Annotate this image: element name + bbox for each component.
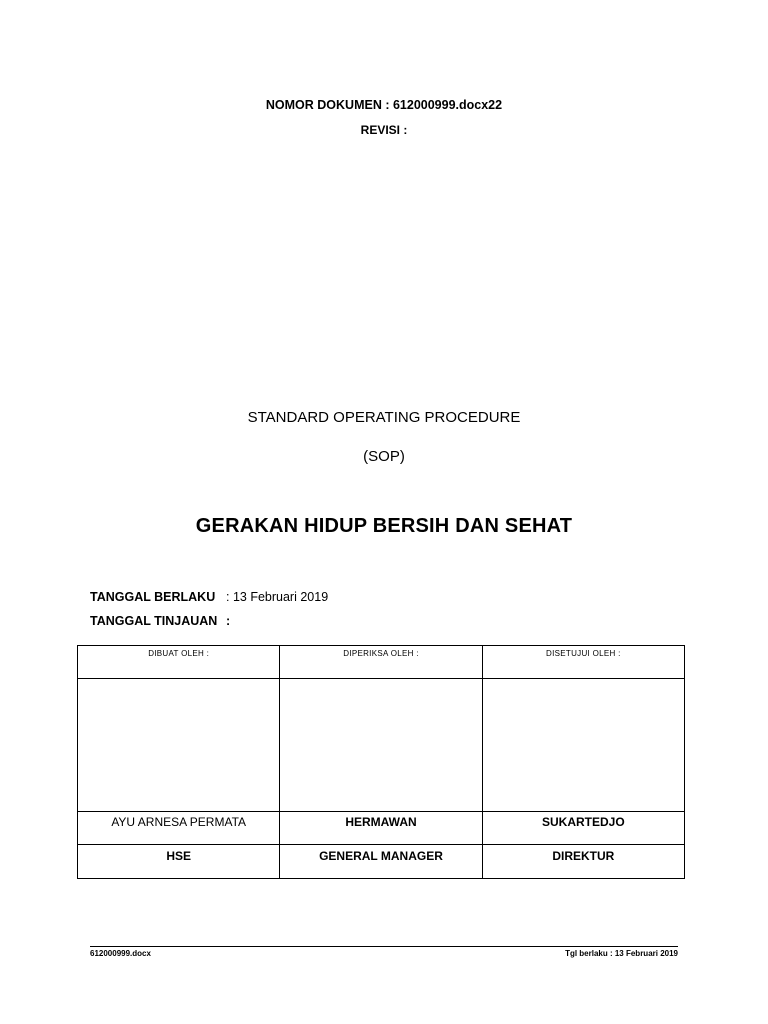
name-checked-by: HERMAWAN: [345, 815, 417, 829]
roles-row: [78, 845, 685, 879]
signature-box-created: [78, 679, 280, 812]
footer-effective-date: Tgl berlaku : 13 Februari 2019: [565, 949, 678, 958]
role-approved-by: DIREKTUR: [552, 848, 615, 863]
document-number: NOMOR DOKUMEN : 612000999.docx22: [265, 98, 503, 112]
name-created-by: AYU ARNESA PERMATA: [111, 815, 247, 829]
footer-filename: 612000999.docx: [90, 949, 151, 958]
header-checked-by: DIPERIKSA OLEH :: [280, 646, 482, 679]
role-cell-checked: [280, 845, 482, 879]
document-main-title: GERAKAN HIDUP BERSIH DAN SEHAT: [195, 515, 573, 537]
header-approved-by: DISETUJUI OLEH :: [482, 646, 684, 679]
role-checked-by: GENERAL MANAGER: [319, 848, 443, 863]
approval-table: [77, 645, 685, 879]
name-cell-approved: [482, 812, 684, 845]
review-date-value: :: [226, 614, 231, 628]
effective-date-row: [90, 590, 328, 604]
signature-box-checked: [280, 679, 482, 812]
revision-label: REVISI :: [360, 123, 408, 137]
review-date-label: TANGGAL TINJAUAN: [90, 614, 218, 628]
role-cell-created: [78, 845, 280, 879]
name-cell-checked: [280, 812, 482, 845]
footer-divider: [90, 946, 678, 947]
signature-row: [78, 679, 685, 812]
effective-date-label: TANGGAL BERLAKU: [90, 590, 216, 604]
sop-title: STANDARD OPERATING PROCEDURE: [247, 409, 521, 426]
role-cell-approved: [482, 845, 684, 879]
approval-header-row: [78, 646, 685, 679]
signature-box-approved: [482, 679, 684, 812]
name-approved-by: SUKARTEDJO: [541, 815, 625, 829]
header-created-by: DIBUAT OLEH :: [78, 646, 280, 679]
review-date-row: [90, 614, 230, 628]
sop-abbreviation: (SOP): [363, 448, 405, 465]
names-row: [78, 812, 685, 845]
effective-date-value: : 13 Februari 2019: [226, 590, 329, 604]
role-created-by: HSE: [166, 848, 191, 863]
name-cell-created: [78, 812, 280, 845]
